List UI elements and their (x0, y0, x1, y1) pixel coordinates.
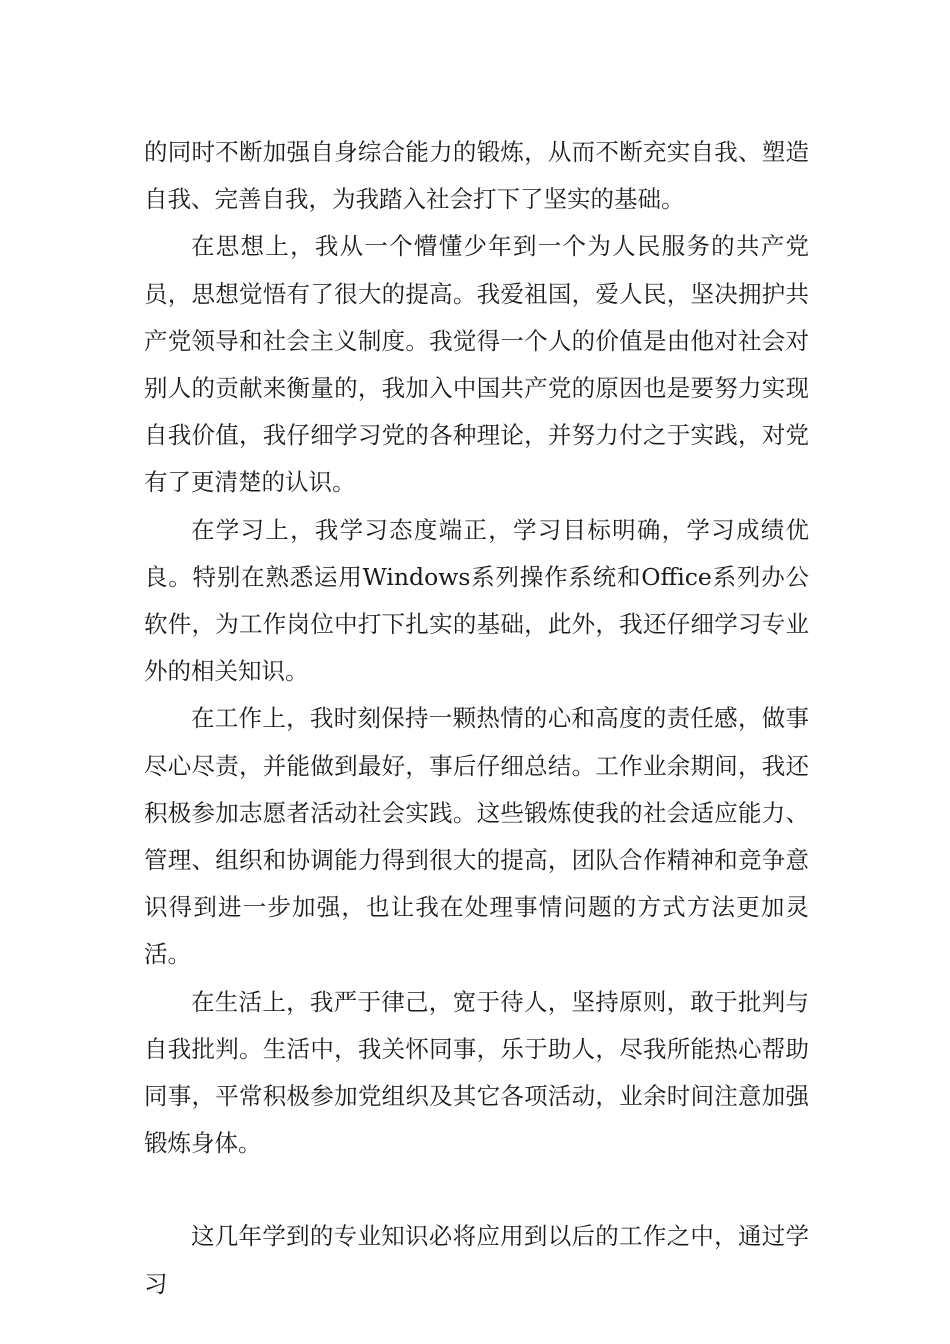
document-body (144, 129, 809, 1308)
paragraph-work: 在工作上，我时刻保持一颗热情的心和高度的责任感，做事尽心尽责，并能做到最好，事后仔细总结。工作业余期间，我还积极参加志愿者活动社会实践。这些锻炼使我的社会适应能力、管理、组织和协调能力得到很大的提高，团队合作精神和竞争意识得到进一步加强，也让我在处理事情问题的方式方法更加灵活。 (144, 704, 809, 969)
paragraph-continuation: 的同时不断加强自身综合能力的锻炼，从而不断充实自我、塑造自我、完善自我，为我踏入社会打下了坚实的基础。 (144, 138, 809, 214)
paragraph-conclusion: 这几年学到的专业知识必将应用到以后的工作之中，通过学习 (144, 1222, 809, 1298)
paragraph-life: 在生活上，我严于律己，宽于待人，坚持原则，敢于批判与自我批判。生活中，我关怀同事，乐于助人，尽我所能热心帮助同事，平常积极参加党组织及其它各项活动，业余时间注意加强锻炼身体。 (144, 987, 809, 1158)
paragraph-ideology: 在思想上，我从一个懵懂少年到一个为人民服务的共产党员，思想觉悟有了很大的提高。我爱祖国，爱人民，坚决拥护共产党领导和社会主义制度。我觉得一个人的价值是由他对社会对别人的贡献来衡量的，我加入中国共产党的原因也是要努力实现自我价值，我仔细学习党的各种理论，并努力付之于实践，对党有了更清楚的认识。 (144, 232, 809, 497)
paragraph-study: 在学习上，我学习态度端正，学习目标明确，学习成绩优良。特别在熟悉运用Windows系列操作系统和Office系列办公软件，为工作岗位中打下扎实的基础，此外，我还仔细学习专业外的相关知识。 (144, 515, 809, 686)
paragraph-gap (144, 1167, 809, 1213)
